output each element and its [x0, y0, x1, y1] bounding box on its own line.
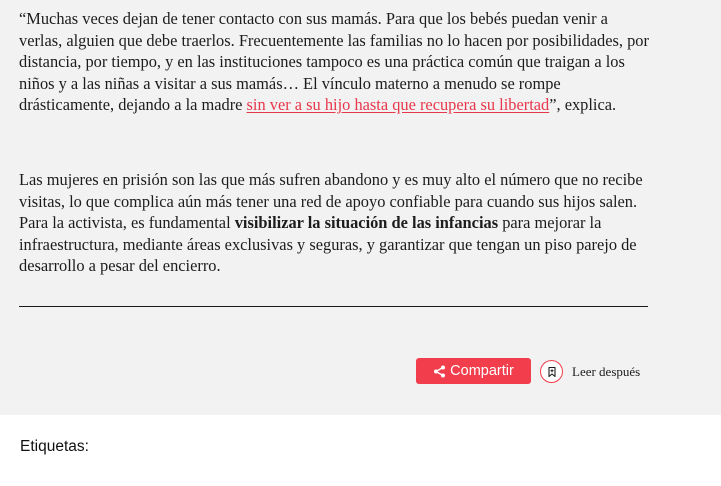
quote-text: “Muchas veces dejan de tener contacto con sus mamás. Para que los bebés puedan venir a verlas, alguien que debe traerlos. Frecuentemente las familias no lo hacen por posibilidades, por distancia, por tiempo, y en las instituciones tampoco es una práctica común que traigan a los niños y a las niñas a visitar a sus mamás… El vínculo materno a menudo se rompe drásticamente, dejando a la madre — [19, 9, 649, 115]
share-icon — [433, 365, 446, 378]
inline-link[interactable]: sin ver a su hijo hasta que recupera su libertad — [246, 95, 550, 115]
quote-text-end: ”, explica. — [549, 95, 617, 115]
body-paragraph — [19, 169, 649, 277]
divider — [19, 306, 648, 307]
body-text: Las mujeres en prisión son las que más sufren abandono y es muy alto el número que no recibe visitas, lo que complica aún más tener una red de apoyo confiable para cuando sus hijos salen. Para la activista, es fundamental — [19, 170, 643, 233]
share-button-label: Compartir — [450, 363, 514, 379]
quote-paragraph — [19, 8, 649, 116]
tags-heading: Etiquetas: — [20, 438, 89, 455]
read-later-label: Leer después — [572, 363, 641, 379]
bookmark-icon — [540, 360, 563, 383]
read-later-button[interactable] — [540, 358, 640, 385]
share-button[interactable] — [416, 358, 531, 384]
bold-emphasis: visibilizar la situación de las infancias — [234, 213, 499, 233]
body-text-end: para mejorar la infraestructura, mediante áreas exclusivas y seguras, y garantizar que tengan un piso parejo de desarrollo a pesar del encierro. — [19, 213, 637, 276]
